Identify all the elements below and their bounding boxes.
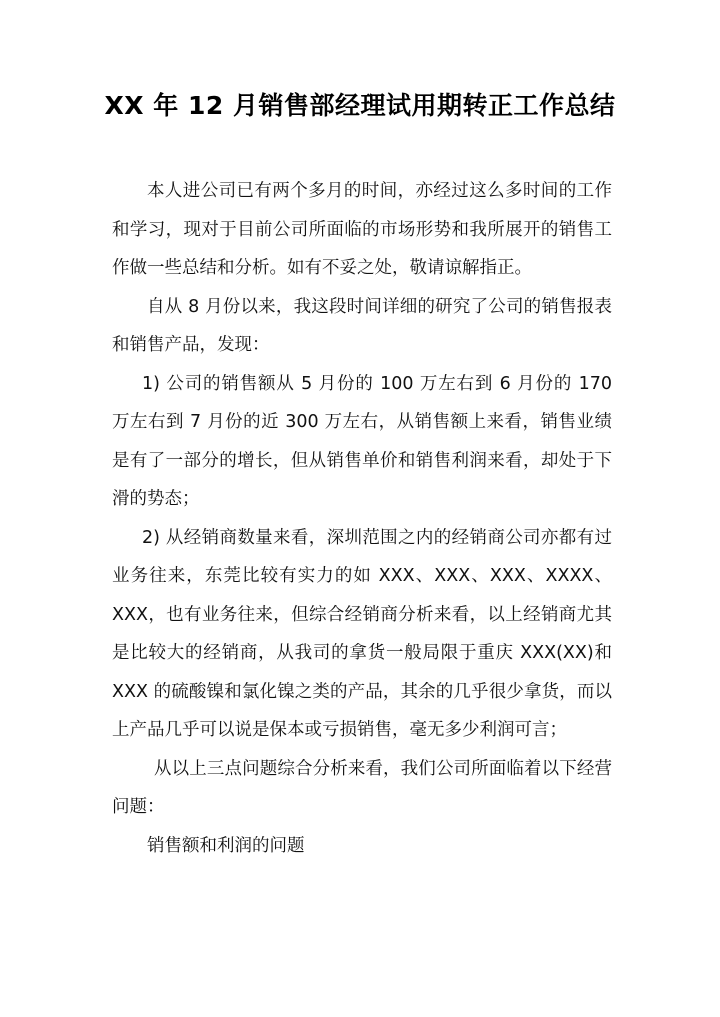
paragraph-analysis: 从以上三点问题综合分析来看，我们公司所面临着以下经营问题： <box>112 758 612 817</box>
paragraph-point-2: 2) 从经销商数量来看，深圳范围之内的经销商公司亦都有过业务往来，东莞比较有实力的如 XXX、XXX、XXX、XXXX、XXX，也有业务往来，但综合经销商分析来看，以上经销商尤其是比较大的经销商，从我司的拿货一般局限于重庆 XXX(XX)和 XXX 的硫酸镍和氯化镍之类的产品，其余的几乎很少拿货，而以上产品几乎可以说是保本或亏损销售，毫无多少利润可言； <box>112 527 612 740</box>
paragraph-heading-sales-profit: 销售额和利润的问题 <box>147 835 305 856</box>
paragraph-intro: 本人进公司已有两个多月的时间，亦经过这么多时间的工作和学习，现对于目前公司所面临的市场形势和我所展开的销售工作做一些总结和分析。如有不妥之处，敬请谅解指正。 <box>112 181 612 278</box>
document-title: XX 年 12 月销售部经理试用期转正工作总结 <box>104 91 616 120</box>
paragraph-point-1: 1) 公司的销售额从 5 月份的 100 万左右到 6 月份的 170 万左右到 7 月份的近 300 万左右，从销售额上来看，销售业绩是有了一部分的增长，但从销售单价和销售利润来看，却处于下滑的势态； <box>112 373 612 509</box>
paragraph-research: 自从 8 月份以来，我这段时间详细的研究了公司的销售报表和销售产品，发现： <box>112 296 612 355</box>
document-body <box>112 172 612 865</box>
